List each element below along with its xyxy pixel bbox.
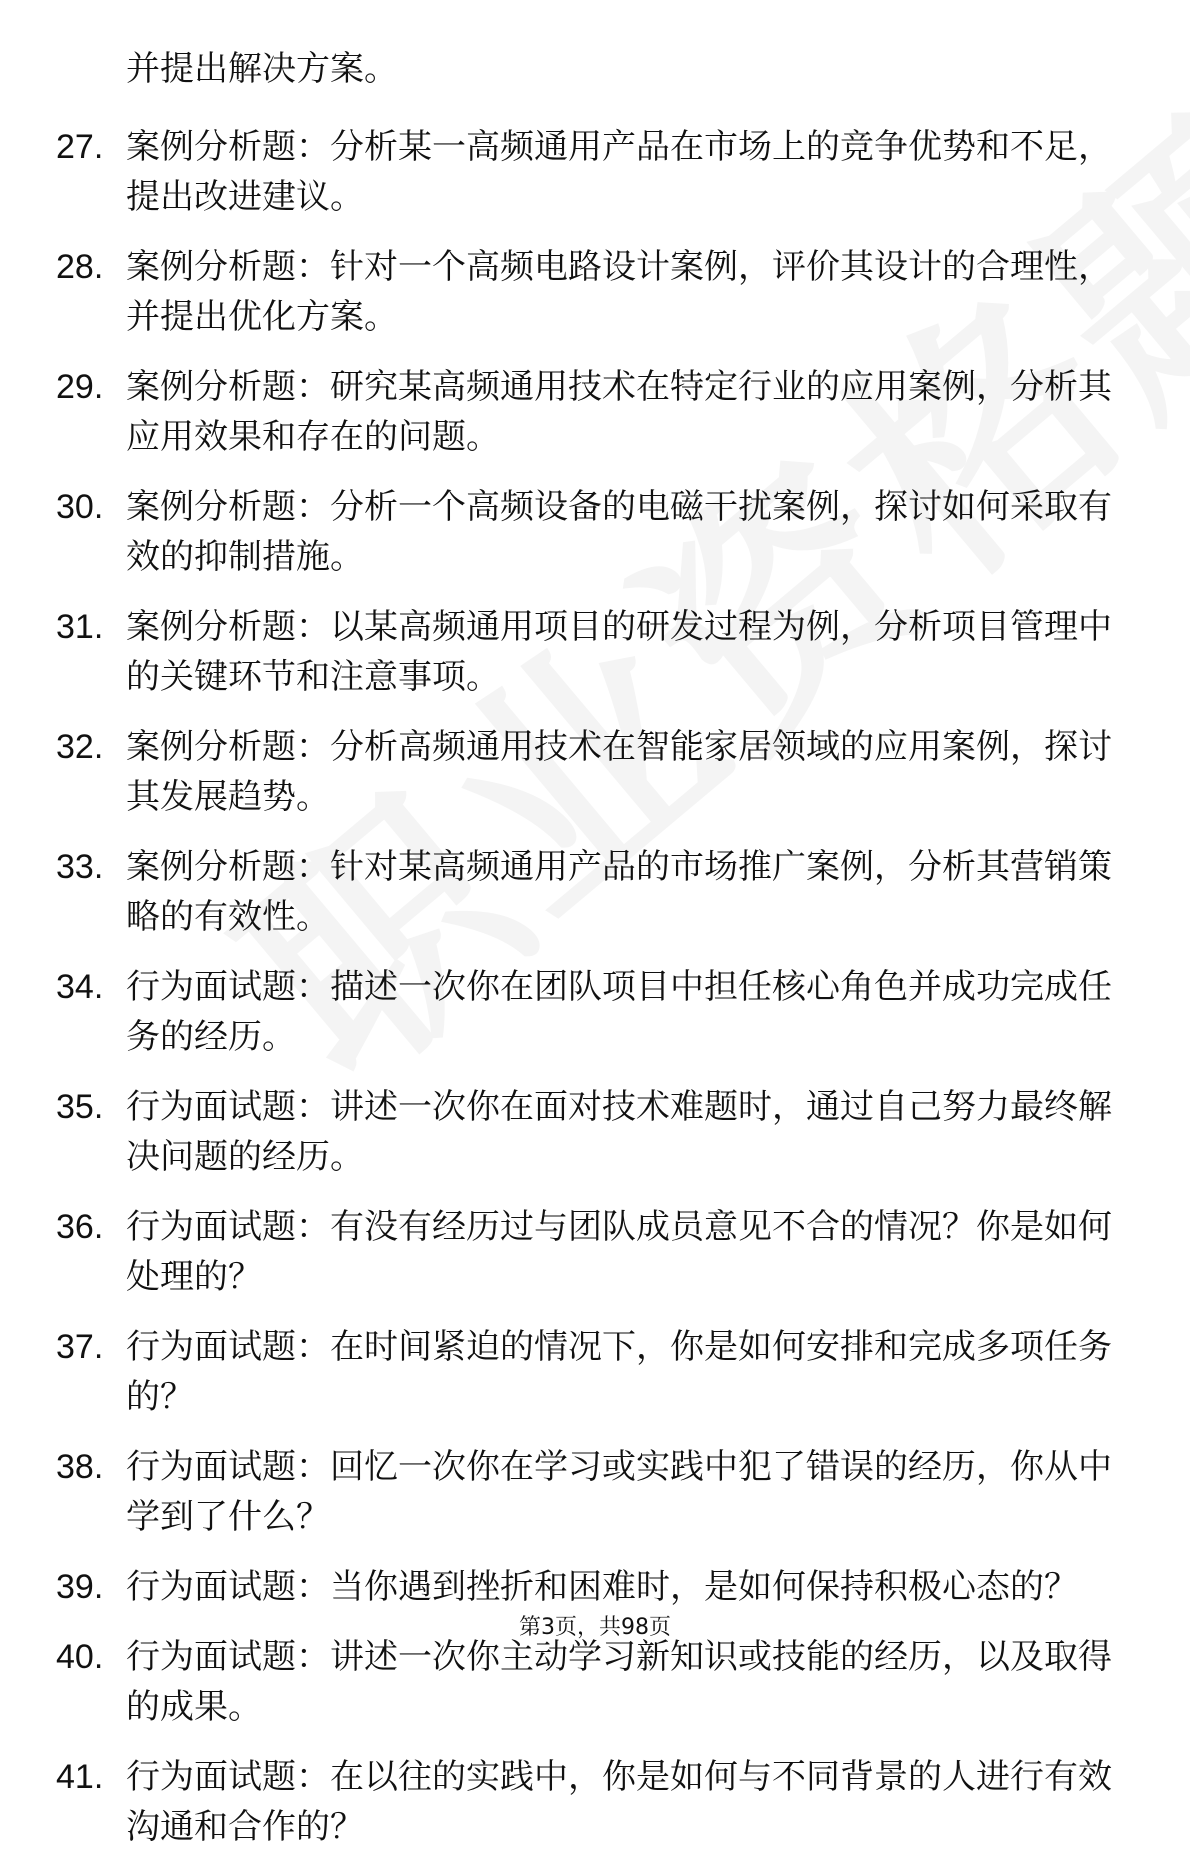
question-number: 39.: [56, 1568, 104, 1606]
question-text: 案例分析题：分析高频通用技术在智能家居领域的应用案例，探讨其发展趋势。: [126, 727, 1112, 817]
list-item-continuation: [56, 44, 1126, 94]
question-text: 案例分析题：针对一个高频电路设计案例，评价其设计的合理性，并提出优化方案。: [126, 247, 1112, 337]
question-list: [56, 44, 1126, 1872]
question-text: 行为面试题：回忆一次你在学习或实践中犯了错误的经历，你从中学到了什么？: [126, 1447, 1112, 1537]
question-text: 行为面试题：在时间紧迫的情况下，你是如何安排和完成多项任务的？: [126, 1327, 1112, 1417]
question-text: 行为面试题：在以往的实践中，你是如何与不同背景的人进行有效沟通和合作的？: [126, 1757, 1112, 1847]
question-number: 32.: [56, 728, 104, 766]
question-text: 行为面试题：描述一次你在团队项目中担任核心角色并成功完成任务的经历。: [126, 967, 1112, 1057]
list-item: [56, 1202, 1126, 1302]
list-item: [56, 962, 1126, 1062]
page-footer: 第3页，共98页: [519, 1615, 671, 1640]
question-number: 40.: [56, 1638, 104, 1676]
question-text: 行为面试题：有没有经历过与团队成员意见不合的情况？你是如何处理的？: [126, 1207, 1112, 1297]
question-number: 30.: [56, 488, 104, 526]
question-text: 行为面试题：当你遇到挫折和困难时，是如何保持积极心态的？: [126, 1567, 1078, 1607]
question-number: 41.: [56, 1758, 104, 1796]
list-item: [56, 602, 1126, 702]
list-item: [56, 482, 1126, 582]
question-number: 38.: [56, 1448, 104, 1486]
question-text: 案例分析题：分析一个高频设备的电磁干扰案例，探讨如何采取有效的抑制措施。: [126, 487, 1112, 577]
question-number: 29.: [56, 368, 104, 406]
list-item: [56, 1442, 1126, 1542]
list-item: [56, 1562, 1126, 1612]
list-item: [56, 242, 1126, 342]
list-item: [56, 842, 1126, 942]
list-item: [56, 1752, 1126, 1852]
question-number: 34.: [56, 968, 104, 1006]
list-item: [56, 1082, 1126, 1182]
question-number: 33.: [56, 848, 104, 886]
question-number: 28.: [56, 248, 104, 286]
question-text: 案例分析题：分析某一高频通用产品在市场上的竞争优势和不足，提出改进建议。: [126, 127, 1112, 217]
list-item: [56, 1632, 1126, 1732]
question-text: 案例分析题：以某高频通用项目的研发过程为例，分析项目管理中的关键环节和注意事项。: [126, 607, 1112, 697]
question-number: 31.: [56, 608, 104, 646]
question-text: 案例分析题：针对某高频通用产品的市场推广案例，分析其营销策略的有效性。: [126, 847, 1112, 937]
question-text: 案例分析题：研究某高频通用技术在特定行业的应用案例，分析其应用效果和存在的问题。: [126, 367, 1112, 457]
question-number: 36.: [56, 1208, 104, 1246]
list-item: [56, 1322, 1126, 1422]
question-number: 35.: [56, 1088, 104, 1126]
question-number: 27.: [56, 128, 104, 166]
question-text: 行为面试题：讲述一次你主动学习新知识或技能的经历，以及取得的成果。: [126, 1637, 1112, 1727]
list-item: [56, 722, 1126, 822]
list-item: [56, 362, 1126, 462]
continuation-text: 并提出解决方案。: [126, 49, 398, 89]
question-number: 37.: [56, 1328, 104, 1366]
question-text: 行为面试题：讲述一次你在面对技术难题时，通过自己努力最终解决问题的经历。: [126, 1087, 1112, 1177]
list-item: [56, 122, 1126, 222]
